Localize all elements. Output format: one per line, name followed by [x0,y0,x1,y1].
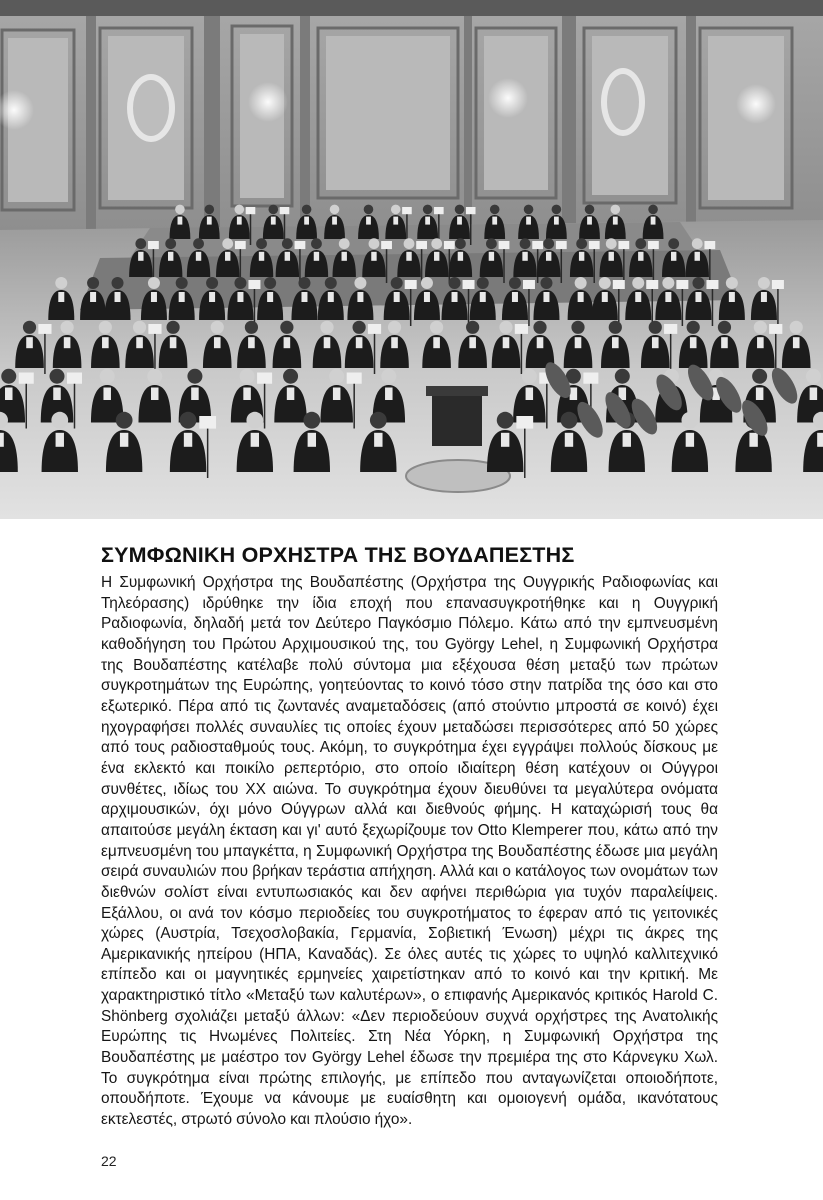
musician-shirt [652,337,659,348]
sheet-music [257,373,272,384]
musician-head [55,277,67,289]
musician-shirt [356,337,363,348]
musician-shirt [179,292,185,302]
musician-head [533,321,546,334]
sheet-music [704,241,715,249]
sheet-music [416,241,427,249]
musician-shirt [457,217,462,225]
sheet-music [589,241,600,249]
musician-shirt [287,388,295,401]
musician-head [339,238,350,249]
musician-head [329,369,344,384]
sheet-music [618,241,629,249]
musician-shirt [695,292,701,302]
musician-head [391,277,403,289]
sheet-music [368,324,381,334]
musician-shirt [565,433,573,447]
sheet-music [347,373,362,384]
musician-head [116,412,133,429]
musician-head [325,277,337,289]
musician-shirt [90,292,96,302]
musician-head [466,321,479,334]
musician-head [455,238,466,249]
musician-head [509,277,521,289]
musician-head [668,238,679,249]
musician-head [649,321,662,334]
musician-head [576,238,587,249]
musician-shirt [138,252,143,261]
musician-head [303,412,320,429]
musician-shirt [225,252,230,261]
musician-head [193,238,204,249]
musician-shirt [546,252,551,261]
musician-shirt [425,217,430,225]
musician-head [381,369,396,384]
musician-head [423,205,433,215]
musician-head [486,238,497,249]
musician-shirt [729,292,735,302]
musician-shirt [371,252,376,261]
musician-head [256,238,267,249]
musician-shirt [304,217,309,225]
musician-head [754,321,767,334]
sheet-music [676,280,688,289]
musician-shirt [308,433,316,447]
sheet-music [613,280,625,289]
musician-shirt [526,388,534,401]
musician-head [1,369,16,384]
sheet-music [444,241,455,249]
sheet-music [199,416,216,429]
musician-shirt [102,337,109,348]
sheet-music [402,207,412,214]
musician-head [320,321,333,334]
sheet-music [148,241,159,249]
musician-head [49,369,64,384]
musician-head [611,205,621,215]
musician-head [175,205,185,215]
musician-shirt [526,217,531,225]
musician-shirt [385,388,393,401]
sheet-music [148,324,161,334]
sheet-music [38,324,51,334]
musician-shirt [58,292,64,302]
musician-shirt [690,337,697,348]
musician-shirt [151,292,157,302]
musician-shirt [243,388,251,401]
sheet-music [295,241,306,249]
musician-head [187,369,202,384]
musician-shirt [433,337,440,348]
musician-shirt [248,337,255,348]
musician-head [166,321,179,334]
orchestra-photo-icon [0,0,823,519]
sheet-music [19,373,34,384]
musician-head [280,321,293,334]
article-title: ΣΥΜΦΩΝΙΚΗ ΟΡΧΗΣΤΡΑ ΤΗΣ ΒΟΥΔΑΠΕΣΤΗΣ [101,543,575,567]
musician-shirt [480,292,486,302]
musician-shirt [120,433,128,447]
musician-head [87,277,99,289]
musician-shirt [366,217,371,225]
musician-head [648,205,658,215]
musician-shirt [391,337,398,348]
musician-shirt [424,292,430,302]
musician-head [430,321,443,334]
musician-shirt [638,252,643,261]
musician-shirt [793,337,800,348]
musician-shirt [333,388,341,401]
musician-head [268,205,278,215]
musician-head [687,321,700,334]
musician-head [692,277,704,289]
musician-head [204,205,214,215]
musician-shirt [749,433,757,447]
musician-head [455,205,465,215]
musician-head [540,277,552,289]
musician-head [758,277,770,289]
sheet-music [67,373,82,384]
musician-shirt [259,252,264,261]
sheet-music [706,280,718,289]
musician-head [176,277,188,289]
musician-head [790,321,803,334]
musician-head [51,412,68,429]
musician-shirt [357,292,363,302]
musician-shirt [452,292,458,302]
musician-head [520,238,531,249]
sheet-music [648,241,659,249]
musician-head [522,369,537,384]
musician-shirt [53,388,61,401]
sheet-music [248,280,260,289]
musician-shirt [168,252,173,261]
musician-head [497,412,514,429]
musician-shirt [5,388,13,401]
musician-shirt [501,433,509,447]
musician-head [552,205,562,215]
musician-shirt [761,292,767,302]
musician-head [524,205,534,215]
musician-shirt [393,217,398,225]
musician-shirt [522,252,527,261]
musician-head [211,321,224,334]
musician-shirt [537,337,544,348]
musician-head [692,238,703,249]
musician-head [726,277,738,289]
musician-head [245,321,258,334]
sheet-music [463,280,475,289]
musician-shirt [489,252,494,261]
musician-head [354,277,366,289]
musician-shirt [207,217,212,225]
sheet-music [664,324,677,334]
musician-shirt [237,292,243,302]
musician-head [298,277,310,289]
sheet-music [280,207,290,214]
sheet-music [235,241,246,249]
musician-head [490,205,500,215]
musician-head [311,238,322,249]
sheet-music [532,241,543,249]
musician-shirt [635,292,641,302]
musician-shirt [394,292,400,302]
musician-shirt [458,252,463,261]
musician-head [99,321,112,334]
musician-shirt [554,217,559,225]
musician-head [283,369,298,384]
musician-shirt [686,433,694,447]
musician-head [543,238,554,249]
musician-shirt [810,388,818,401]
musician-head [499,321,512,334]
musician-head [180,412,197,429]
musician-head [264,277,276,289]
musician-shirt [251,433,259,447]
musician-head [302,205,312,215]
sheet-music [499,241,510,249]
musician-head [370,412,387,429]
musician-shirt [492,217,497,225]
musician-shirt [136,337,143,348]
musician-head [353,321,366,334]
musician-shirt [612,337,619,348]
musician-head [681,412,698,429]
musician-head [388,321,401,334]
orchestra-photo [0,0,823,519]
musician-shirt [267,292,273,302]
musician-head [571,321,584,334]
musician-shirt [214,337,221,348]
musician-head [23,321,36,334]
musician-shirt [434,252,439,261]
musician-shirt [579,252,584,261]
musician-head [806,369,821,384]
musician-head [165,238,176,249]
musician-head [135,238,146,249]
musician-shirt [26,337,33,348]
musician-head [391,205,401,215]
musician-head [477,277,489,289]
sheet-music [523,280,535,289]
musician-shirt [271,217,276,225]
musician-shirt [609,252,614,261]
musician-head [147,369,162,384]
article [101,541,718,1131]
sheet-music [583,373,598,384]
musician-head [404,238,415,249]
musician-head [282,238,293,249]
sheet-music [646,280,658,289]
musician-shirt [651,217,656,225]
musician-head [609,321,622,334]
sheet-music [556,241,567,249]
musician-head [100,369,115,384]
musician-shirt [151,388,159,401]
musician-head [206,277,218,289]
musician-head [369,238,380,249]
musician-shirt [184,433,192,447]
musician-head [561,412,578,429]
musician-head [606,238,617,249]
musician-shirt [512,292,518,302]
musician-shirt [103,388,111,401]
musician-head [61,321,74,334]
musician-shirt [170,337,177,348]
musician-shirt [602,292,608,302]
musician-head [112,277,124,289]
musician-shirt [756,388,764,401]
musician-shirt [178,217,183,225]
musician-shirt [196,252,201,261]
sheet-music [466,207,476,214]
musician-shirt [285,252,290,261]
musician-head [133,321,146,334]
musician-shirt [671,252,676,261]
musician-shirt [324,337,331,348]
musician-shirt [721,337,728,348]
musician-head [431,238,442,249]
musician-head [752,369,767,384]
sheet-music [381,241,392,249]
musician-head [364,205,374,215]
musician-shirt [64,337,71,348]
musician-shirt [503,337,510,348]
musician-shirt [342,252,347,261]
sheet-music [405,280,417,289]
musician-shirt [695,252,700,261]
musician-shirt [301,292,307,302]
musician-shirt [209,292,215,302]
musician-shirt [587,217,592,225]
musician-head [330,205,340,215]
page-number: 22 [101,1153,117,1169]
musician-shirt [469,337,476,348]
musician-head [234,205,244,215]
musician-shirt [543,292,549,302]
musician-shirt [665,292,671,302]
musician-shirt [332,217,337,225]
musician-shirt [570,388,578,401]
sheet-music [769,324,782,334]
musician-head [246,412,263,429]
musician-shirt [191,388,199,401]
musician-head [615,369,630,384]
musician-head [599,277,611,289]
musician-shirt [613,217,618,225]
musician-shirt [328,292,334,302]
musician-head [585,205,595,215]
musician-shirt [115,292,121,302]
sheet-music [516,416,533,429]
musician-head [662,277,674,289]
musician-head [632,277,644,289]
article-body: Η Συμφωνική Ορχήστρα της Βουδαπέστης (Ορχήστρα της Ουγγρικής Ραδιοφωνίας και Τηλεόρασης) ιδρύθηκε την ίδια εποχή που επανασυγκροτήθηκε και η Ουγγρική Ραδιοφωνία, δηλαδή μετά τον Δεύτερο Παγκόσμιο Πόλεμο. Κάτω από την εμπνευσμένη καθοδήγηση του Πρώτου Αρχιμουσικού της, του György Lehel, η Συμφωνική Ορχήστρα της Βουδαπέστης κατέλαβε πολύ σύντομα μια εξέχουσα θέση μεταξύ των πρώτων συγκροτημάτων της Ευρώπης, γοητεύοντας το κοινό τόσο στην πατρίδα της όσο και στο εξωτερικό. Πέρα από τις ζωντανές αναμεταδόσεις (από στούντιο μπροστά σε κοινό) έχει ηχογραφήσει πολλές συναυλίες τις οποίες έχουν μεταδώσει περισσότερες από 50 χώρες από τους ραδιοσταθμούς τους. Ακόμη, το συγκρότημα έχει εγγράψει πολλούς δίσκους με ένα εκλεκτό και ποικίλο ρεπερτόριο, στο οποίο ιδιαίτερη θέση κατέχουν οι Ούγγροι συνθέτες, ιδίως του ΧΧ αιώνα. Το συγκρότημα έχουν διευθύνει τα μεγαλύτερα ονόματα αρχιμουσικών, όχι μόνο Ούγγρων αλλά και διεθνούς φήμης. Η καταχώρισή τους θα απαιτούσε μεγάλη έκταση και γι' αυτό ξεχωρίζουμε τον Otto Klemperer που, κάτω από την εμπνευσμένη του μπαγκέττα, η Συμφωνική Ορχήστρα της Βουδαπέστης έδωσε μια μεγάλη σειρά συναυλιών που βρήκαν τεράστια απήχηση. Αλλά και ο κατάλογος των ονομάτων των διεθνών σολίστ είναι εντυπωσιακός και δεν αφήνει περιθώρια για τυχόν παραλείψεις. Εξάλλου, οι ανά τον κόσμο περιοδείες του συγκροτήματος το έφεραν από τις γειτονικές χώρες (Αυστρία, Τσεχοσλοβακία, Γερμανία, Σοβιετική Ένωση) μέχρι τις άκρες της Αμερικανικής ηπείρου (ΗΠΑ, Καναδάς). Σε όλες αυτές τις χώρες το υψηλό καλλιτεχνικό επίπεδο και οι μαγνητικές ερμηνείες χαιρετίστηκαν από το κοινό και την κριτική. Με χαρακτηριστικό τίτλο «Μεταξύ των καλυτέρων», ο επιφανής Αμερικανός κριτικός Harold C. Shönberg σχολιάζει μεταξύ άλλων: «Δεν περιοδεύουν συχνά ορχήστρες της Ανατολικής Ευρώπης τις Ηνωμένες Πολιτείες. Στη Νέα Υόρκη, η Συμφωνική Ορχήστρα της Βουδαπέστης με μαέστρο τον György Lehel έδωσε την πρεμιέρα της στο Κάρνεγκυ Χωλ. Το συγκρότημα είναι πρώτης επιλογής, με επίπεδο που ανταγωνίζεται οποιοδήποτε, οπουδήποτε. Έχουμε να κάνουμε με ευαίσθητη και ομοιογενή ομάδα, ικανότατους εκτελεστές, στρωτό σύνολο και πλούσιο ήχο». [101,574,718,1129]
sheet-music [246,207,256,214]
musician-head [575,277,587,289]
musician-head [240,369,255,384]
musician-shirt [284,337,291,348]
musician-shirt [757,337,764,348]
musician-shirt [314,252,319,261]
musician-shirt [406,252,411,261]
sheet-music [434,207,444,214]
musician-head [234,277,246,289]
musician-shirt [817,433,823,447]
musician-shirt [237,217,242,225]
sheet-music [772,280,784,289]
musician-shirt [578,292,584,302]
musician-shirt [0,433,4,447]
musician-head [718,321,731,334]
musician-head [148,277,160,289]
musician-head [449,277,461,289]
musician-head [421,277,433,289]
musician-shirt [623,433,631,447]
musician-shirt [374,433,382,447]
musician-head [222,238,233,249]
musician-shirt [575,337,582,348]
musician-shirt [56,433,64,447]
sheet-music [515,324,528,334]
musician-head [635,238,646,249]
